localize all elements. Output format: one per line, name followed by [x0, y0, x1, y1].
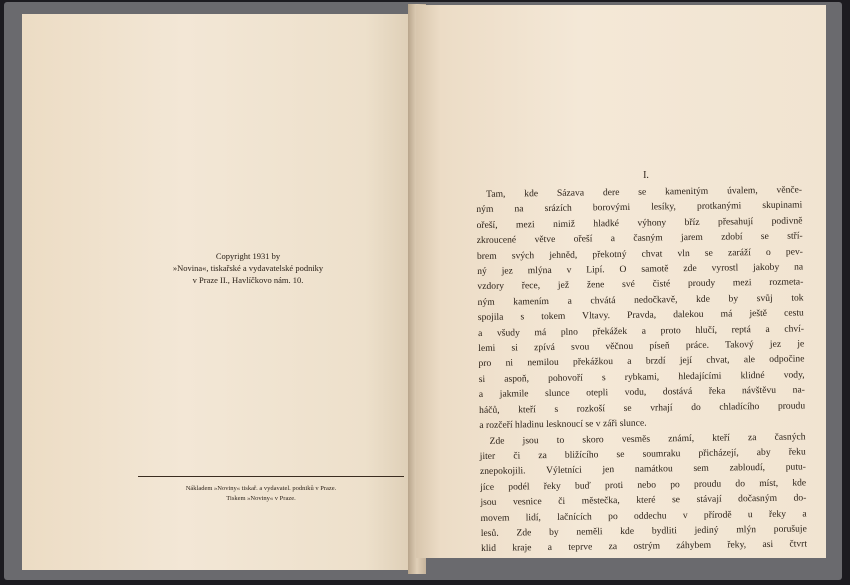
text-line: Tam, kde Sázava dere se kamenitým úvalem, věnče- [486, 184, 803, 200]
text-line: jsou vesnice či městečka, které se stávají dočasným do- [480, 492, 807, 509]
left-page [22, 14, 426, 570]
right-page [416, 5, 826, 558]
copyright-notice [118, 250, 378, 286]
text-line: pro ni nemilou překážkou a brzdí její chvat, ale odpočine [478, 353, 805, 370]
copyright-line: v Praze II., Havlíčkovo nám. 10. [192, 275, 304, 285]
text-line: a všudy má plno překážek a proto hlučí, reptá a chví- [477, 323, 805, 339]
imprint-line: Tiskem »Noviny« v Praze. [226, 495, 296, 502]
text-line: a rozčeří hladinu lesknoucí se v záři slunce. [479, 417, 647, 432]
text-line: háčů, kteří s rozkoší se vrhají do chladícího proudu [479, 400, 806, 416]
text-line: Zde jsou to skoro vesměs známí, kteří za časných [489, 430, 806, 447]
text-line: movem lidí, lačnících po oddechu v přírodě u řeky a [480, 507, 807, 524]
text-line: brem svých jehněd, překotný chvat vln se zaráží o pev- [476, 246, 804, 262]
text-line: lemi si zpívá svou věčnou píseň práce. Takový jez je [478, 338, 805, 355]
text-line: jíce podél řeky buď proti nebo po proudu do míst, kde [480, 477, 807, 493]
text-line: jiter či za bližícího se soumraku přicházejí, aby řeku [479, 446, 806, 462]
imprint-line: Nákladem »Noviny« tiskař. a vydavatel. podniků v Praze. [185, 485, 337, 492]
text-line: ným kamením a chvátá nedočkavě, kde by svůj tok [477, 292, 804, 308]
text-line: ný jez mlýna v Lipí. O samotě zde vyrostl jakoby na [477, 261, 804, 278]
text-line: ným na srázích borovými lesíky, protkanými skupinami [476, 199, 803, 216]
text-line: zkroucené větve ořeší a časným jarem zdobí se stří- [476, 230, 803, 247]
text-line: spojila s tokem Vltavy. Pravda, dalekou má ještě cestu [477, 307, 804, 324]
text-line: klid kraje a teprve za ostrým záhybem řeky, asi čtvrt [480, 538, 808, 555]
text-line: lesů. Zde by neměli kde bydliti jediný mlýn porušuje [480, 523, 807, 539]
text-line: ořeší, mezi nimiž hladké výhony bříz přesahují podivně [476, 215, 803, 231]
text-line: vzdory řece, jež žene své čisté proudy mezi rozmeta- [477, 276, 804, 293]
printer-imprint [126, 484, 396, 504]
chapter-number: I. [643, 170, 649, 181]
text-line: znepokojili. Výletníci jen namátkou sem zabloudí, putu- [479, 461, 807, 478]
text-line: si aspoň, pohovoří s rybkami, hledajícími klidné vody, [478, 369, 805, 385]
imprint-divider [138, 476, 404, 477]
copyright-line: Copyright 1931 by [215, 251, 281, 261]
copyright-line: »Novina«, tiskařské a vydavatelské podniky [172, 263, 324, 273]
text-line: a jakmile slunce otepli vodu, dostává řeka návštěvu na- [478, 384, 805, 401]
body-text [476, 182, 807, 556]
